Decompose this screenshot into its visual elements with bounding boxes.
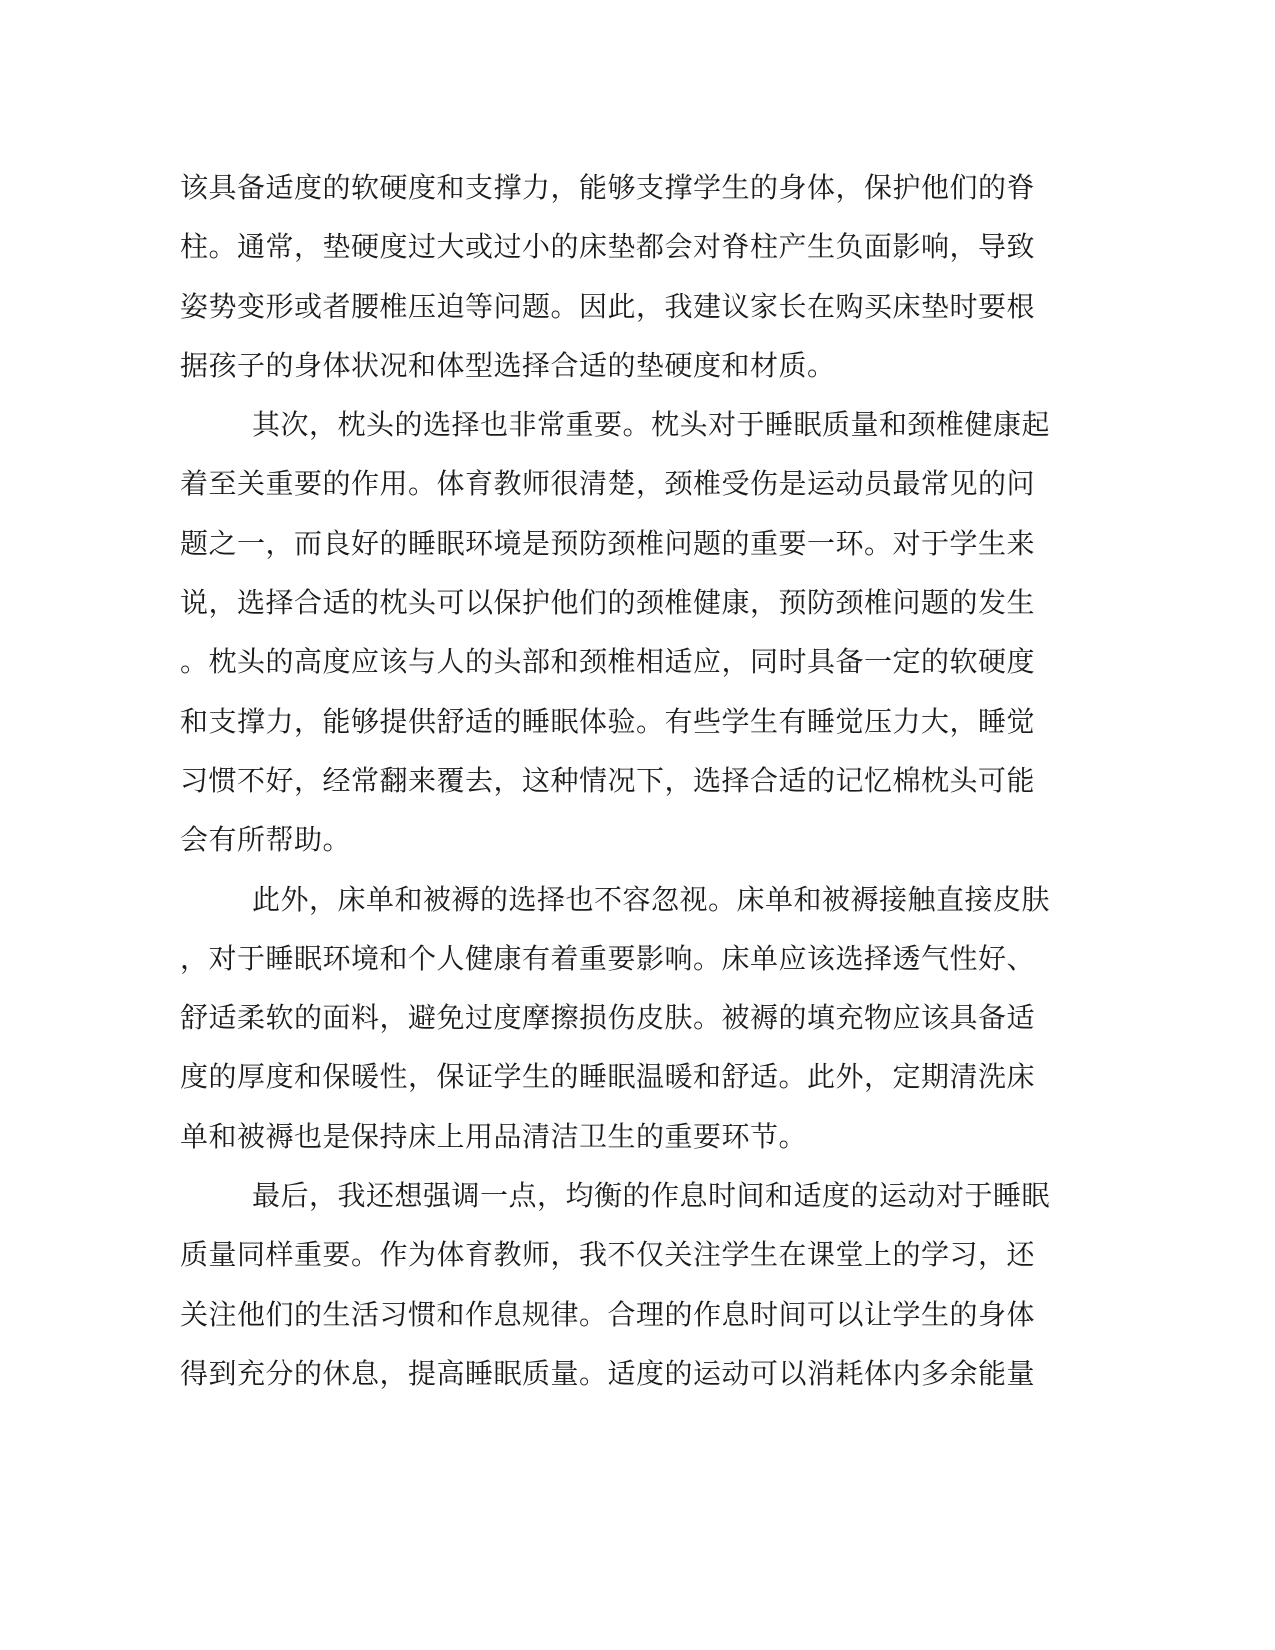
text-line: 度的厚度和保暖性，保证学生的睡眠温暖和舒适。此外，定期清洗床: [180, 1060, 1036, 1094]
text-line: 得到充分的休息，提高睡眠质量。适度的运动可以消耗体内多余能量: [180, 1356, 1036, 1390]
text-line: ，对于睡眠环境和个人健康有着重要影响。床单应该选择透气性好、: [180, 941, 1036, 975]
text-line: 据孩子的身体状况和体型选择合适的垫硬度和材质。: [180, 348, 836, 382]
text-line: 关注他们的生活习惯和作息规律。合理的作息时间可以让学生的身体: [180, 1297, 1036, 1331]
text-line: 习惯不好，经常翻来覆去，这种情况下，选择合适的记忆棉枕头可能: [180, 763, 1036, 797]
text-line: 题之一，而良好的睡眠环境是预防颈椎问题的重要一环。对于学生来: [180, 526, 1036, 560]
text-line: 单和被褥也是保持床上用品清洁卫生的重要环节。: [180, 1119, 808, 1153]
paragraph-first-line: 最后，我还想强调一点，均衡的作息时间和适度的运动对于睡眠: [252, 1179, 1051, 1213]
paragraph-first-line: 其次，枕头的选择也非常重要。枕头对于睡眠质量和颈椎健康起: [252, 408, 1051, 442]
text-line: 姿势变形或者腰椎压迫等问题。因此，我建议家长在购买床垫时要根: [180, 289, 1036, 323]
text-line: 会有所帮助。: [180, 823, 352, 857]
text-line: 和支撑力，能够提供舒适的睡眠体验。有些学生有睡觉压力大，睡觉: [180, 704, 1036, 738]
body-text: [180, 158, 1060, 1403]
text-line: 该具备适度的软硬度和支撑力，能够支撑学生的身体，保护他们的脊: [180, 171, 1036, 204]
text-line: 着至关重要的作用。体育教师很清楚，颈椎受伤是运动员最常见的问: [180, 467, 1036, 501]
paragraph-first-line: 此外，床单和被褥的选择也不容忽视。床单和被褥接触直接皮肤: [252, 882, 1051, 916]
text-line: 说，选择合适的枕头可以保护他们的颈椎健康，预防颈椎问题的发生: [180, 586, 1036, 620]
text-line: 舒适柔软的面料，避免过度摩擦损伤皮肤。被褥的填充物应该具备适: [180, 1001, 1036, 1035]
text-line: 柱。通常，垫硬度过大或过小的床垫都会对脊柱产生负面影响，导致: [180, 230, 1036, 264]
text-line: 。枕头的高度应该与人的头部和颈椎相适应，同时具备一定的软硬度: [180, 645, 1036, 679]
text-line: 质量同样重要。作为体育教师，我不仅关注学生在课堂上的学习，还: [180, 1238, 1036, 1272]
